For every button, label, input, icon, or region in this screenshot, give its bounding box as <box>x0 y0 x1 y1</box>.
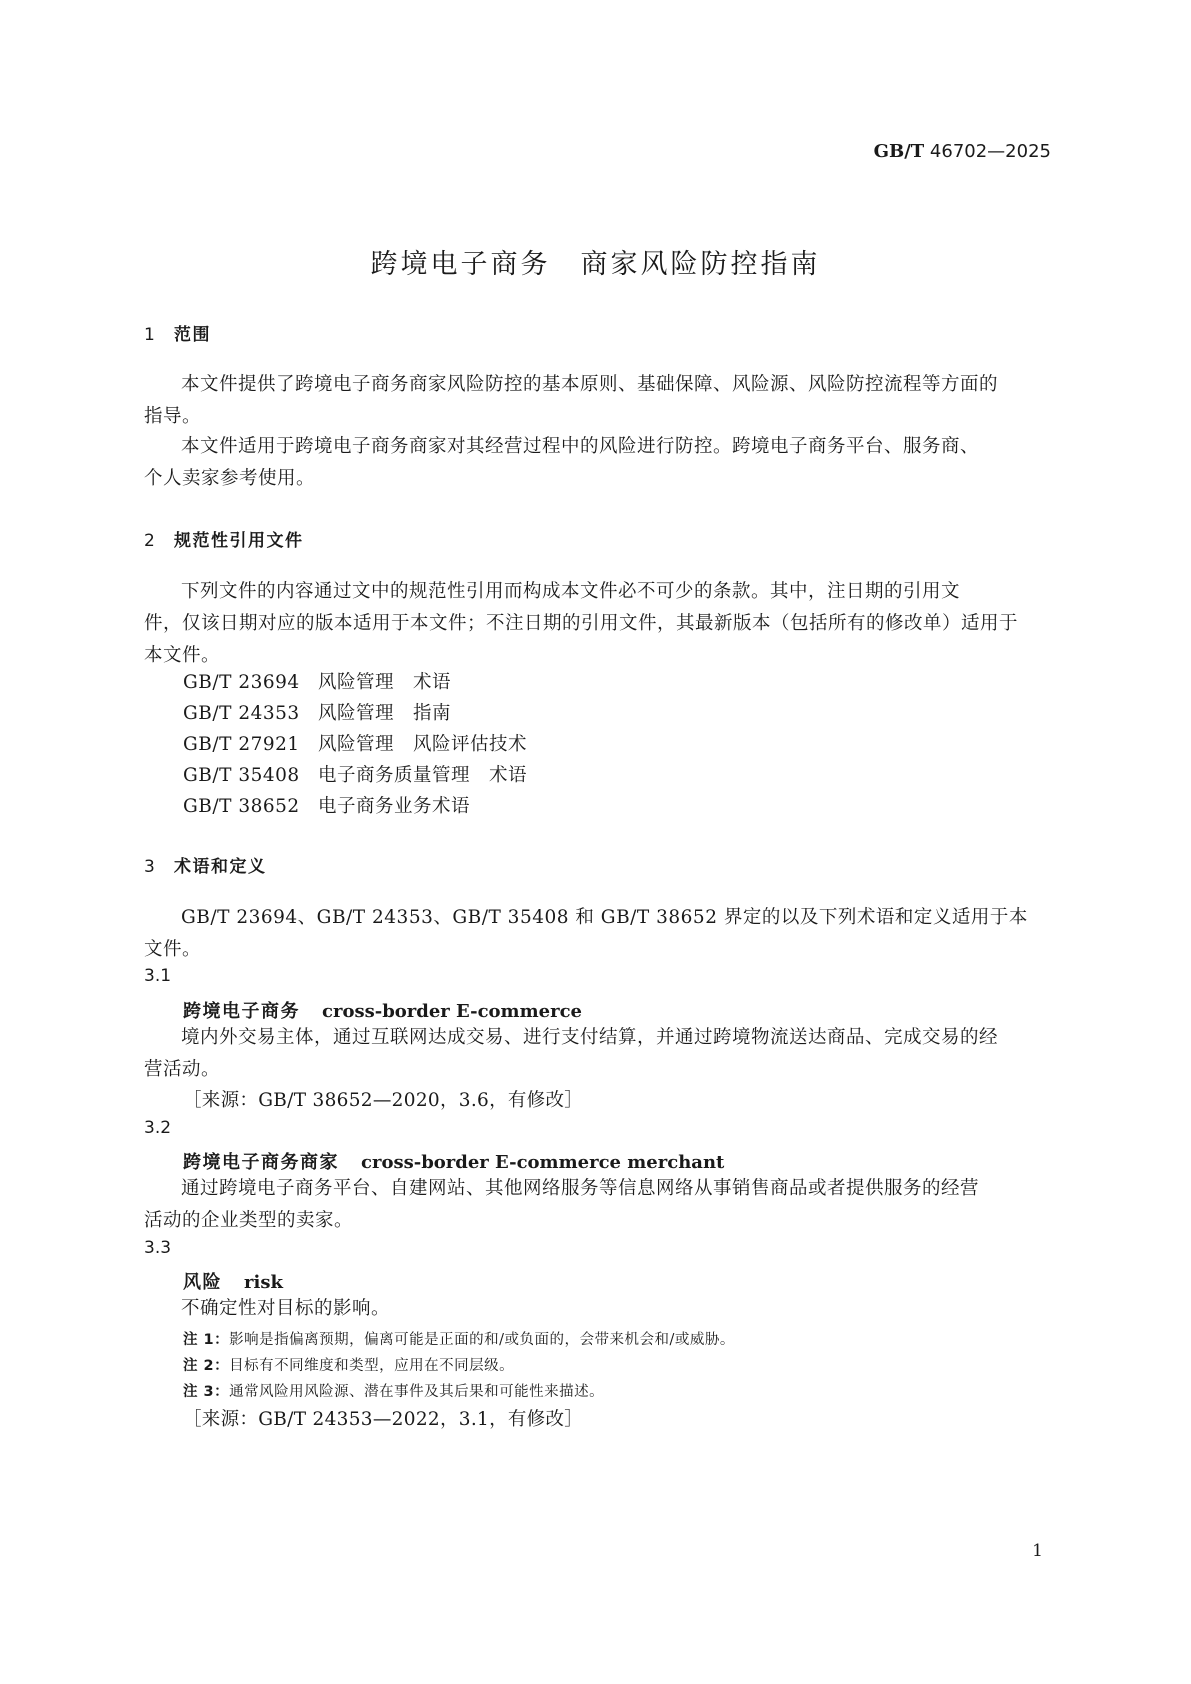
text-line: 营活动。 <box>144 1059 221 1080</box>
text-line: 活动的企业类型的卖家。 <box>144 1210 354 1231</box>
section-2-heading <box>144 526 304 551</box>
text-line: 指导。 <box>144 406 202 427</box>
section-3-paragraph-1 <box>144 902 1059 966</box>
note-label: 注 1： <box>183 1332 230 1348</box>
section-number: 1 <box>144 325 157 345</box>
text-span: 不确定性对目标的影响。 <box>181 1298 391 1319</box>
text-line <box>144 431 1059 463</box>
reference-code: GB/T 27921 <box>183 734 300 755</box>
standard-code <box>874 141 1051 162</box>
reference-title: 风险管理 风险评估技术 <box>318 734 528 755</box>
text-span: 本文件提供了跨境电子商务商家风险防控的基本原则、基础保障、风险源、风险防控流程等方面的 <box>181 374 999 395</box>
normative-reference <box>183 761 527 787</box>
text-line: 件，仅该日期对应的版本适用于本文件；不注日期的引用文件，其最新版本（包括所有的修改单）适用于 <box>144 613 1019 634</box>
text-span: GB/T 23694、GB/T 24353、GB/T 35408 和 GB/T 38652 界定的以及下列术语和定义适用于本 <box>181 907 1028 928</box>
text-line <box>144 1022 1059 1054</box>
section-title: 术语和定义 <box>174 857 267 877</box>
term-definition <box>144 1293 1059 1325</box>
section-2-paragraph-1 <box>144 576 1059 672</box>
section-title: 范围 <box>174 325 211 345</box>
text-line: 个人卖家参考使用。 <box>144 468 316 489</box>
text-span: 下列文件的内容通过文中的规范性引用而构成本文件必不可少的条款。其中，注日期的引用文 <box>181 581 961 602</box>
clause-number: 3.3 <box>144 1238 172 1258</box>
term-entry <box>183 997 582 1023</box>
term-entry <box>183 1268 283 1294</box>
reference-code: GB/T 24353 <box>183 703 300 724</box>
term-source: ［来源：GB/T 38652—2020，3.6，有修改］ <box>183 1090 584 1111</box>
section-1-heading <box>144 320 211 345</box>
text-line <box>144 1173 1059 1205</box>
standard-prefix: GB/T <box>873 141 925 162</box>
text-line <box>144 576 1059 608</box>
term-chinese: 跨境电子商务商家 <box>183 1152 339 1173</box>
term-definition <box>144 1022 1059 1086</box>
note-text: 目标有不同维度和类型，应用在不同层级。 <box>229 1358 515 1374</box>
term-entry <box>183 1148 724 1174</box>
term-note <box>183 1328 735 1349</box>
section-1-paragraph-2 <box>144 431 1059 495</box>
text-line <box>144 902 1059 934</box>
term-english: cross-border E-commerce <box>322 1001 582 1022</box>
reference-title: 风险管理 术语 <box>318 672 452 693</box>
document-title: 跨境电子商务 商家风险防控指南 <box>370 249 821 280</box>
term-definition <box>144 1173 1059 1237</box>
section-1-paragraph-1 <box>144 369 1059 433</box>
section-number: 3 <box>144 857 157 877</box>
page-number: 1 <box>1032 1541 1043 1561</box>
text-line: 本文件。 <box>144 645 221 666</box>
clause-number: 3.2 <box>144 1118 172 1138</box>
term-note <box>183 1380 604 1401</box>
normative-reference <box>183 699 451 725</box>
reference-code: GB/T 38652 <box>183 796 300 817</box>
text-span: 通过跨境电子商务平台、自建网站、其他网络服务等信息网络从事销售商品或者提供服务的经营 <box>181 1178 980 1199</box>
term-chinese: 风险 <box>183 1272 222 1293</box>
note-text: 通常风险用风险源、潜在事件及其后果和可能性来描述。 <box>229 1384 605 1400</box>
reference-title: 电子商务业务术语 <box>318 796 471 817</box>
clause-number: 3.1 <box>144 966 172 986</box>
note-text: 影响是指偏离预期，偏离可能是正面的和/或负面的，会带来机会和/或威胁。 <box>229 1332 735 1348</box>
term-english: risk <box>244 1272 283 1293</box>
section-3-heading <box>144 852 267 877</box>
note-label: 注 2： <box>183 1358 230 1374</box>
reference-title: 电子商务质量管理 术语 <box>318 765 528 786</box>
section-number: 2 <box>144 531 157 551</box>
term-note <box>183 1354 514 1375</box>
text-line: 文件。 <box>144 939 202 960</box>
section-title: 规范性引用文件 <box>174 531 304 551</box>
standard-number: 46702—2025 <box>924 141 1051 162</box>
term-source: ［来源：GB/T 24353—2022，3.1，有修改］ <box>183 1409 584 1430</box>
reference-code: GB/T 23694 <box>183 672 300 693</box>
term-english: cross-border E-commerce merchant <box>361 1152 725 1173</box>
note-label: 注 3： <box>183 1384 230 1400</box>
reference-code: GB/T 35408 <box>183 765 300 786</box>
normative-reference <box>183 668 451 694</box>
reference-title: 风险管理 指南 <box>318 703 452 724</box>
normative-reference <box>183 792 470 818</box>
normative-reference <box>183 730 527 756</box>
text-span: 境内外交易主体，通过互联网达成交易、进行支付结算，并通过跨境物流送达商品、完成交易的经 <box>181 1027 999 1048</box>
text-line <box>144 369 1059 401</box>
text-line <box>144 1293 1059 1325</box>
term-chinese: 跨境电子商务 <box>183 1001 300 1022</box>
text-span: 本文件适用于跨境电子商务商家对其经营过程中的风险进行防控。跨境电子商务平台、服务商、 <box>181 436 980 457</box>
